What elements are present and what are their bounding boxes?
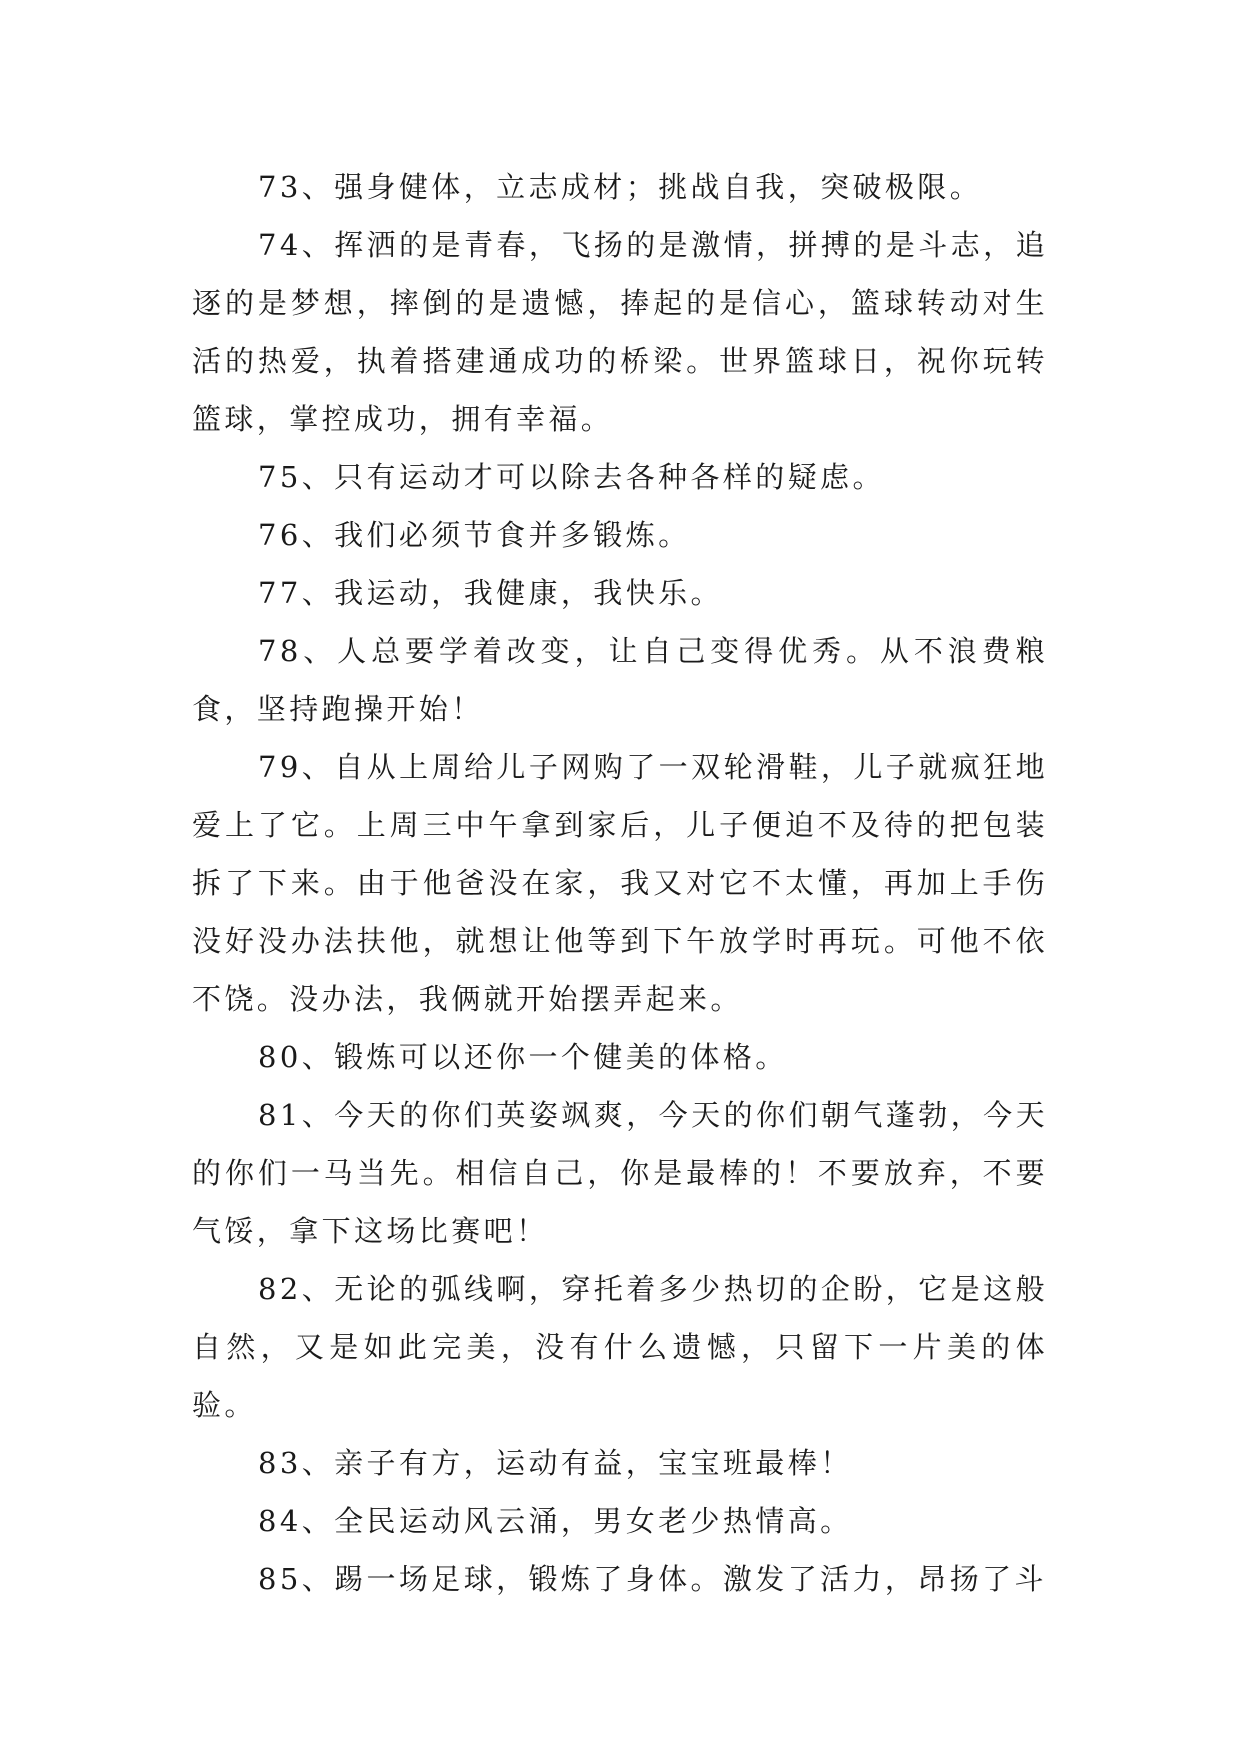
paragraph-84: 84、全民运动风云涌，男女老少热情高。 bbox=[258, 1504, 853, 1538]
paragraph-77: 77、我运动，我健康，我快乐。 bbox=[258, 576, 723, 610]
document-body bbox=[192, 158, 1048, 1608]
paragraph-73: 73、强身健体，立志成材；挑战自我，突破极限。 bbox=[258, 170, 983, 204]
paragraph-79: 79、自从上周给儿子网购了一双轮滑鞋，儿子就疯狂地爱上了它。上周三中午拿到家后，儿子便迫不及待的把包装拆了下来。由于他爸没在家，我又对它不太懂，再加上手伤没好没办法扶他，就想让他等到下午放学时再玩。可他不依不饶。没办法，我俩就开始摆弄起来。 bbox=[192, 750, 1048, 1016]
paragraph-83: 83、亲子有方，运动有益，宝宝班最棒！ bbox=[258, 1446, 853, 1480]
paragraph-81: 81、今天的你们英姿飒爽，今天的你们朝气蓬勃，今天的你们一马当先。相信自己，你是最棒的！不要放弃，不要气馁，拿下这场比赛吧！ bbox=[192, 1098, 1048, 1248]
paragraph-76: 76、我们必须节食并多锻炼。 bbox=[258, 518, 691, 552]
paragraph-85: 85、踢一场足球，锻炼了身体。激发了活力，昂扬了斗 bbox=[258, 1562, 1047, 1596]
paragraph-78: 78、人总要学着改变，让自己变得优秀。从不浪费粮食，坚持跑操开始！ bbox=[192, 634, 1048, 726]
paragraph-82: 82、无论的弧线啊，穿托着多少热切的企盼，它是这般自然，又是如此完美，没有什么遗憾，只留下一片美的体验。 bbox=[192, 1272, 1048, 1422]
paragraph-75: 75、只有运动才可以除去各种各样的疑虑。 bbox=[258, 460, 885, 494]
paragraph-74: 74、挥洒的是青春，飞扬的是激情，拼搏的是斗志，追逐的是梦想，摔倒的是遗憾，捧起的是信心，篮球转动对生活的热爱，执着搭建通成功的桥梁。世界篮球日，祝你玩转篮球，掌控成功，拥有幸福。 bbox=[192, 228, 1048, 436]
paragraph-80: 80、锻炼可以还你一个健美的体格。 bbox=[258, 1040, 788, 1074]
